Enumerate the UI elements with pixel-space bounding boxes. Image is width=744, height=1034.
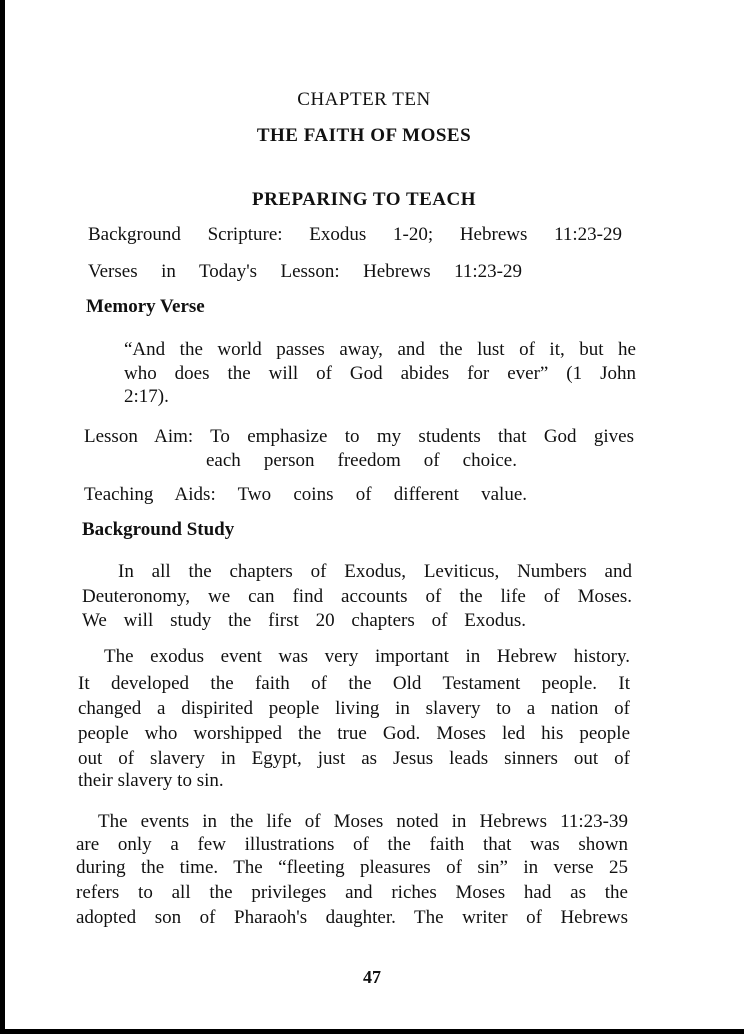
paragraph-line: Deuteronomy, we can find accounts of the life of Moses. [82,586,632,607]
memory-verse-line: 2:17). [124,386,169,407]
memory-verse-line: who does the will of God abides for ever” (1 John [124,363,636,384]
paragraph-line: refers to all the privileges and riches Moses had as the [76,882,628,903]
lesson-aim-cont: each person freedom of choice. [206,450,517,471]
background-study-heading: Background Study [82,519,235,540]
memory-verse-heading: Memory Verse [86,296,205,317]
teaching-aids: Teaching Aids: Two coins of different value. [84,484,527,505]
paragraph-line: out of slavery in Egypt, just as Jesus leads sinners out of [78,748,630,769]
paragraph-line: It developed the faith of the Old Testament people. It [78,673,630,694]
scan-left-edge [0,0,5,1034]
memory-verse-line: “And the world passes away, and the lust of it, but he [124,339,636,360]
chapter-label: CHAPTER TEN [297,89,431,110]
background-scripture: Background Scripture: Exodus 1-20; Hebrews 11:23-29 [88,224,622,245]
chapter-title: THE FAITH OF MOSES [256,125,472,146]
page-number: 47 [363,967,381,987]
paragraph-line: are only a few illustrations of the faith that was shown [76,834,628,855]
paragraph-line: adopted son of Pharaoh's daughter. The writer of Hebrews [76,907,628,928]
paragraph-line: during the time. The “fleeting pleasures of sin” in verse 25 [76,857,628,878]
paragraph-line: their slavery to sin. [78,770,224,791]
paragraph-line: The exodus event was very important in Hebrew history. [104,646,630,667]
paragraph-line: In all the chapters of Exodus, Leviticus, Numbers and [118,561,632,582]
paragraph-line: The events in the life of Moses noted in Hebrews 11:23-39 [98,811,628,832]
paragraph-line: changed a dispirited people living in slavery to a nation of [78,698,630,719]
paragraph-line: people who worshipped the true God. Moses led his people [78,723,630,744]
section-heading: PREPARING TO TEACH [251,189,477,210]
scan-bottom-edge [0,1029,744,1034]
verses-in-lesson: Verses in Today's Lesson: Hebrews 11:23-29 [88,261,522,282]
lesson-aim: Lesson Aim: To emphasize to my students that God gives [84,426,634,447]
paragraph-line: We will study the first 20 chapters of Exodus. [82,610,526,631]
